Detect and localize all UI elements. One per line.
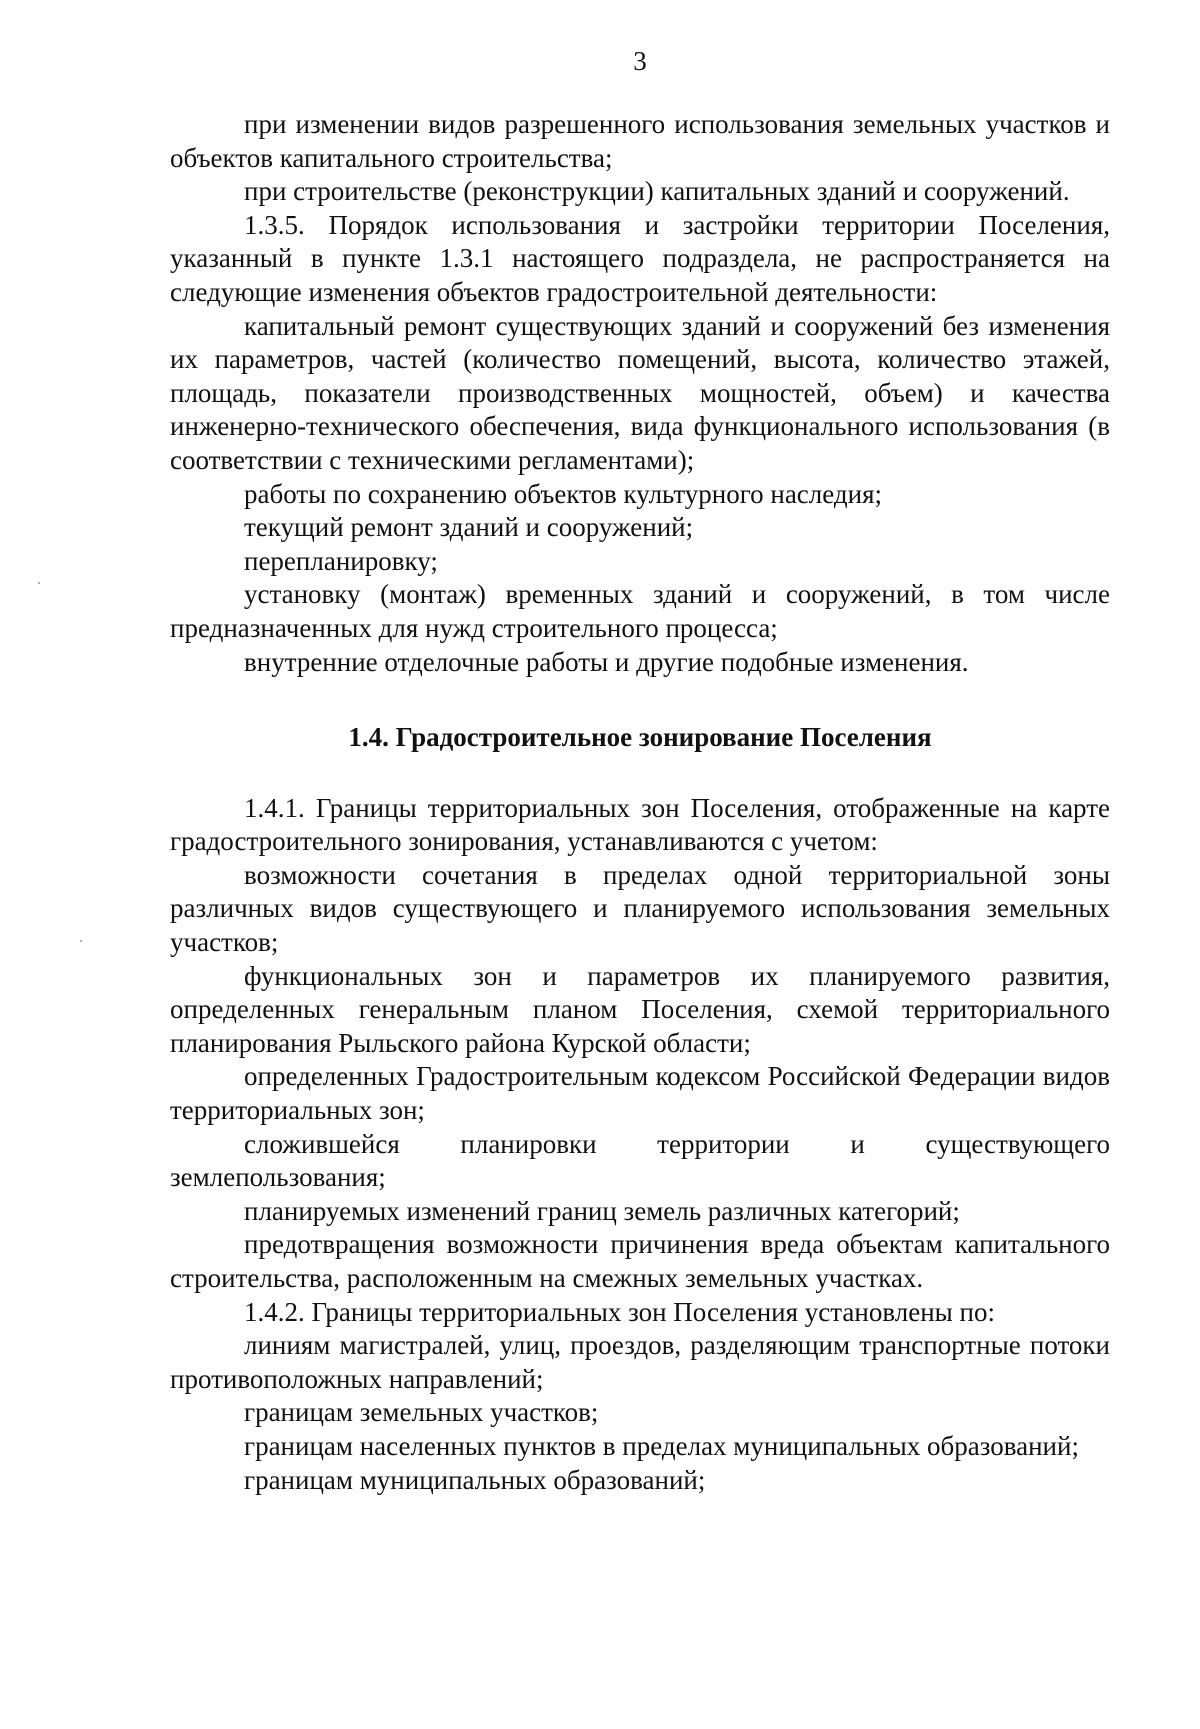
list-item: установку (монтаж) временных зданий и сооружений, в том числе предназначенных для нужд строительного процесса; (170, 579, 1110, 643)
paragraph: при строительстве (реконструкции) капитальных зданий и сооружений. (244, 176, 1070, 207)
list-item: планируемых изменений границ земель различных категорий; (244, 1195, 960, 1226)
scan-speck (80, 940, 82, 942)
list-item: границам муниципальных образований; (244, 1464, 706, 1495)
section-heading-1-4: 1.4. Градостроительное зонирование Поселения (348, 722, 932, 753)
paragraph-1-3-5: 1.3.5. Порядок использования и застройки территории Поселения, указанный в пункте 1.3.1 настоящего подраздела, не распространяется на следующие изменения объектов градостроительной деятельности: (170, 209, 1110, 307)
paragraph: при изменении видов разрешенного использования земельных участков и объектов капитального строительства; (170, 109, 1110, 173)
list-item: перепланировку; (244, 545, 438, 576)
list-item: текущий ремонт зданий и сооружений; (244, 512, 694, 543)
list-item: линиям магистралей, улиц, проездов, разделяющим транспортные потоки противоположных направлений; (170, 1330, 1110, 1394)
paragraph-1-4-1: 1.4.1. Границы территориальных зон Поселения, отображенные на карте градостроительного зонирования, устанавливаются с учетом: (170, 792, 1110, 857)
scan-speck (38, 582, 40, 584)
list-item: границам населенных пунктов в пределах муниципальных образований; (244, 1430, 1079, 1461)
list-item: возможности сочетания в пределах одной территориальной зоны различных видов существующего и планируемого использования земельных участков; (170, 859, 1110, 958)
list-item: внутренние отделочные работы и другие подобные изменения. (244, 646, 969, 677)
list-item: капитальный ремонт существующих зданий и сооружений без изменения их параметров, частей (количество помещений, высота, количество этажей, площадь, показатели производственных мощностей, объем) и качества инженерно-технического обеспечения, вида функционального использования (в соответствии с техническими регламентами); (170, 310, 1110, 475)
paragraph-1-4-2: 1.4.2. Границы территориальных зон Поселения установлены по: (244, 1296, 995, 1327)
document-body (170, 108, 1110, 1497)
list-item: сложившейся планировки территории и существующего землепользования; (170, 1128, 1110, 1193)
list-item: функциональных зон и параметров их планируемого развития, определенных генеральным планом Поселения, схемой территориального планирования Рыльского района Курской области; (170, 960, 1110, 1058)
page-number: 3 (633, 46, 647, 76)
list-item: границам земельных участков; (244, 1397, 599, 1428)
list-item: определенных Градостроительным кодексом Российской Федерации видов территориальных зон; (170, 1061, 1110, 1126)
list-item: предотвращения возможности причинения вреда объектам капитального строительства, расположенным на смежных земельных участках. (170, 1229, 1110, 1293)
list-item: работы по сохранению объектов культурного наследия; (244, 478, 882, 509)
